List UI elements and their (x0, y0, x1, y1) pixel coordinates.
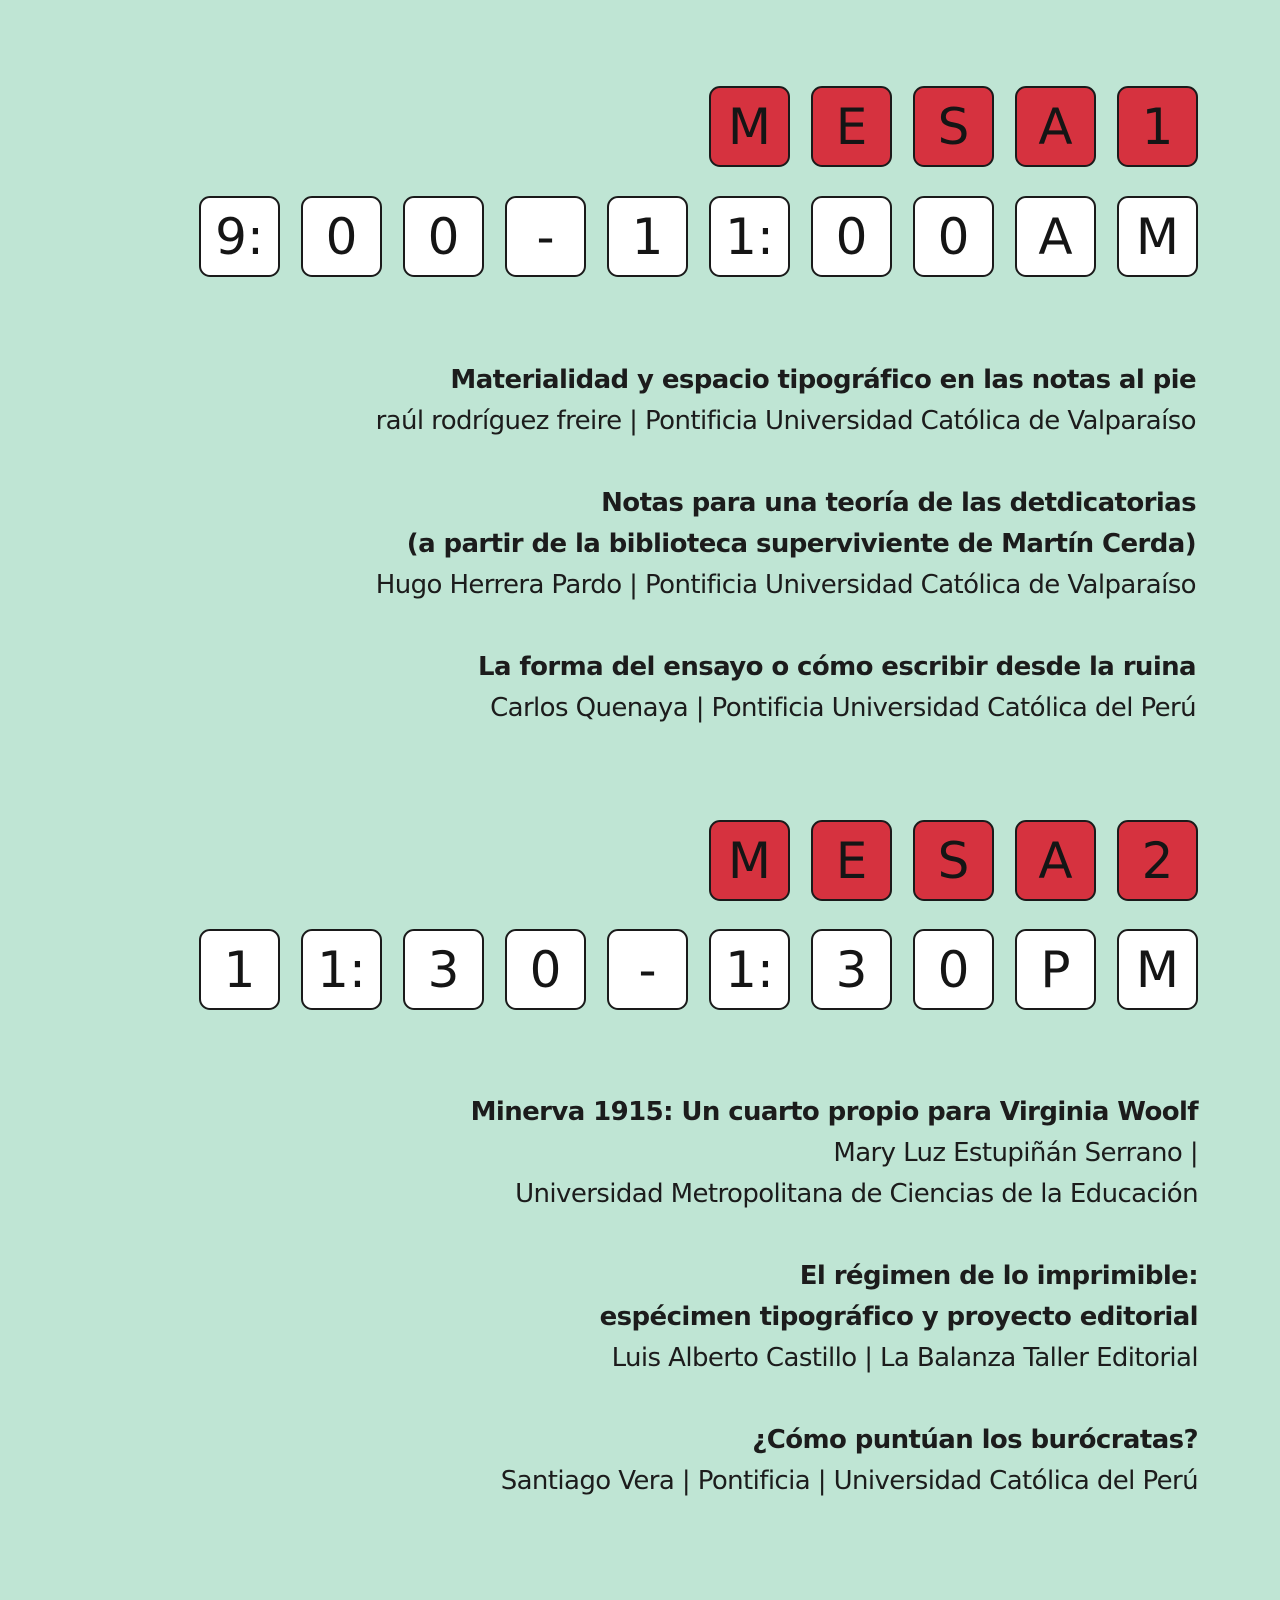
mesa-1-label-tiles (709, 86, 1198, 167)
time-tile: - (505, 196, 586, 277)
time-tile: 0 (913, 196, 994, 277)
time-tile: 0 (913, 929, 994, 1010)
time-tile: 1: (301, 929, 382, 1010)
talk-author: Santiago Vera | Pontificia | Universidad Católica del Perú (500, 1466, 1198, 1496)
talk-entry (196, 360, 1196, 442)
time-tile: 3 (403, 929, 484, 1010)
time-tile: 9: (199, 196, 280, 277)
talk-author: raúl rodríguez freire | Pontificia Universidad Católica de Valparaíso (375, 406, 1196, 436)
letter-tile: E (811, 820, 892, 901)
time-tile: 0 (403, 196, 484, 277)
letter-tile: S (913, 86, 994, 167)
mesa-2-time-tiles (199, 929, 1198, 1010)
time-tile: 0 (505, 929, 586, 1010)
talk-title: La forma del ensayo o cómo escribir desde la ruina (478, 652, 1196, 682)
talk-title: espécimen tipográfico y proyecto editorial (599, 1302, 1198, 1332)
talk-title: El régimen de lo imprimible: (799, 1261, 1198, 1291)
letter-tile: 2 (1117, 820, 1198, 901)
mesa-2-label-tiles (709, 820, 1198, 901)
talk-title: Materialidad y espacio tipográfico en las notas al pie (450, 365, 1196, 395)
mesa-1-time-tiles (199, 196, 1198, 277)
talk-title: (a partir de la biblioteca superviviente de Martín Cerda) (406, 529, 1196, 559)
time-tile: 3 (811, 929, 892, 1010)
talk-title: ¿Cómo puntúan los burócratas? (752, 1425, 1198, 1455)
time-tile: M (1117, 929, 1198, 1010)
time-tile: M (1117, 196, 1198, 277)
letter-tile: A (1015, 86, 1096, 167)
time-tile: 0 (301, 196, 382, 277)
talk-author: Hugo Herrera Pardo | Pontificia Universidad Católica de Valparaíso (375, 570, 1196, 600)
time-tile: 0 (811, 196, 892, 277)
time-tile: - (607, 929, 688, 1010)
talk-entry (198, 1420, 1198, 1502)
talk-author: Carlos Quenaya | Pontificia Universidad Católica del Perú (490, 693, 1196, 723)
letter-tile: 1 (1117, 86, 1198, 167)
mesa-1-talk-list (196, 360, 1196, 770)
talk-entry (198, 1256, 1198, 1379)
letter-tile: M (709, 86, 790, 167)
letter-tile: E (811, 86, 892, 167)
letter-tile: A (1015, 820, 1096, 901)
time-tile: 1 (199, 929, 280, 1010)
time-tile: 1: (709, 929, 790, 1010)
talk-title: Minerva 1915: Un cuarto propio para Virginia Woolf (470, 1097, 1198, 1127)
time-tile: P (1015, 929, 1096, 1010)
letter-tile: S (913, 820, 994, 901)
time-tile: 1: (709, 196, 790, 277)
talk-entry (198, 1092, 1198, 1215)
talk-author: Luis Alberto Castillo | La Balanza Taller Editorial (611, 1343, 1198, 1373)
time-tile: 1 (607, 196, 688, 277)
talk-entry (196, 483, 1196, 606)
talk-title: Notas para una teoría de las detdicatorias (601, 488, 1196, 518)
letter-tile: M (709, 820, 790, 901)
talk-entry (196, 647, 1196, 729)
mesa-2-talk-list (198, 1092, 1198, 1543)
talk-affiliation: Universidad Metropolitana de Ciencias de la Educación (515, 1179, 1198, 1209)
time-tile: A (1015, 196, 1096, 277)
talk-author: Mary Luz Estupiñán Serrano | (833, 1138, 1198, 1168)
